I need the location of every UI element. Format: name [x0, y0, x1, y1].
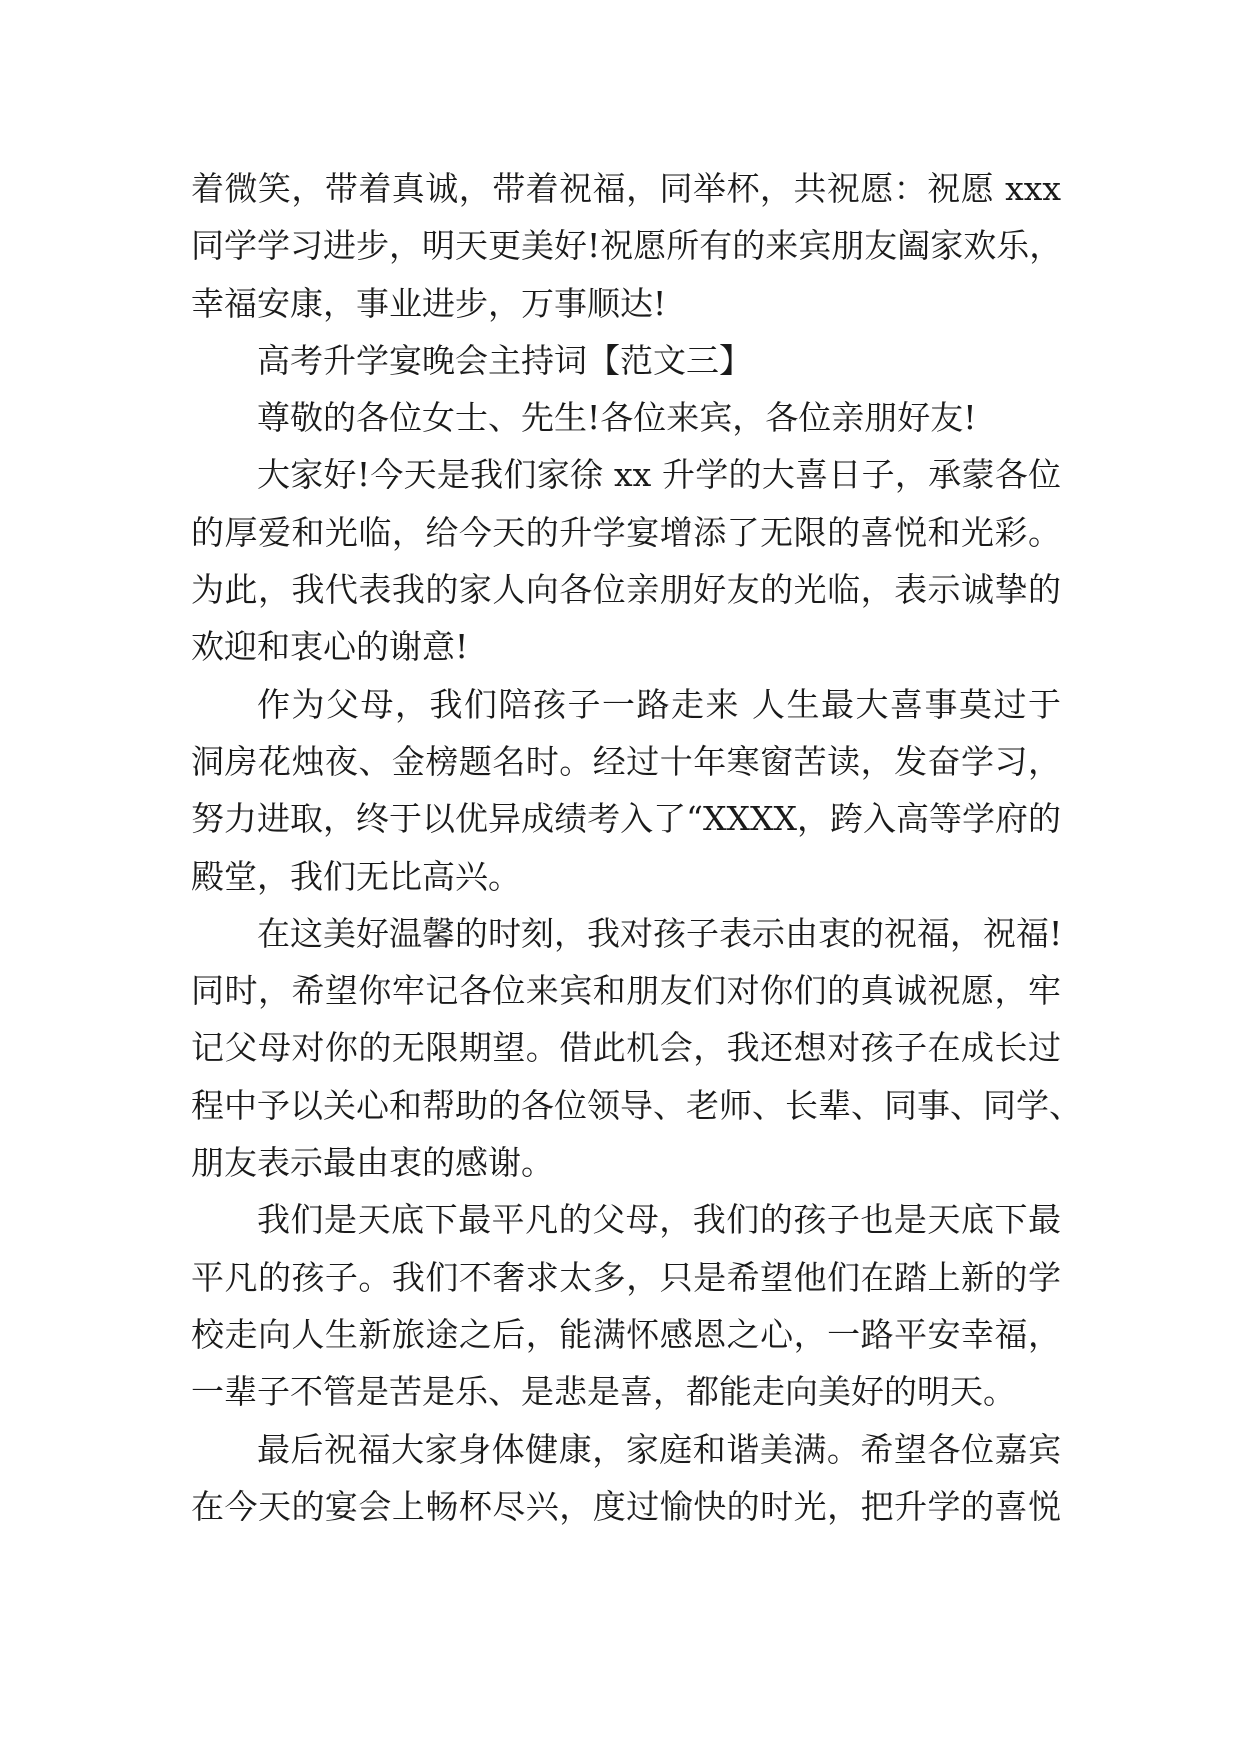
text-line: 朋友表示最由衷的感谢。: [191, 1143, 554, 1183]
text-line: 作为父母，我们陪孩子一路走来 人生最大喜事莫过于: [257, 684, 1061, 724]
body-text: [191, 160, 1082, 1535]
text-line: 欢迎和衷心的谢意!: [191, 627, 469, 667]
text-line: 大家好!今天是我们家徐 xx 升学的大喜日子，承蒙各位: [257, 455, 1061, 495]
text-line: 努力进取，终于以优异成绩考入了“XXXX，跨入高等学府的: [191, 799, 1061, 839]
text-line: 在这美好温馨的时刻，我对孩子表示由衷的祝福，祝福!: [257, 913, 1063, 953]
text-line: 同学学习进步，明天更美好!祝愿所有的来宾朋友阖家欢乐，: [191, 226, 1063, 266]
text-line: 殿堂，我们无比高兴。: [191, 856, 521, 896]
text-line: 程中予以关心和帮助的各位领导、老师、长辈、同事、同学、: [191, 1085, 1082, 1125]
text-line: 同时，希望你牢记各位来宾和朋友们对你们的真诚祝愿，牢: [191, 971, 1061, 1011]
text-line: 最后祝福大家身体健康，家庭和谐美满。希望各位嘉宾: [257, 1429, 1061, 1469]
text-line: 幸福安康，事业进步，万事顺达!: [191, 283, 667, 323]
text-line: 着微笑，带着真诚，带着祝福，同举杯，共祝愿：祝愿 xxx: [191, 169, 1061, 208]
text-line: 记父母对你的无限期望。借此机会，我还想对孩子在成长过: [191, 1028, 1061, 1068]
text-line: 为此，我代表我的家人向各位亲朋好友的光临，表示诚挚的: [191, 570, 1061, 610]
salutation-line: 尊敬的各位女士、先生!各位来宾，各位亲朋好友!: [257, 398, 977, 438]
section-heading: 高考升学宴晚会主持词【范文三】: [257, 340, 752, 380]
text-line: 平凡的孩子。我们不奢求太多，只是希望他们在踏上新的学: [191, 1257, 1061, 1297]
text-line: 洞房花烛夜、金榜题名时。经过十年寒窗苦读，发奋学习，: [191, 741, 1061, 781]
text-line: 的厚爱和光临，给今天的升学宴增添了无限的喜悦和光彩。: [191, 512, 1061, 552]
text-line: 我们是天底下最平凡的父母，我们的孩子也是天底下最: [257, 1200, 1061, 1240]
text-line: 在今天的宴会上畅杯尽兴，度过愉快的时光，把升学的喜悦: [191, 1486, 1061, 1526]
text-line: 一辈子不管是苦是乐、是悲是喜，都能走向美好的明天。: [191, 1372, 1016, 1412]
text-line: 校走向人生新旅途之后，能满怀感恩之心，一路平安幸福，: [191, 1314, 1061, 1354]
